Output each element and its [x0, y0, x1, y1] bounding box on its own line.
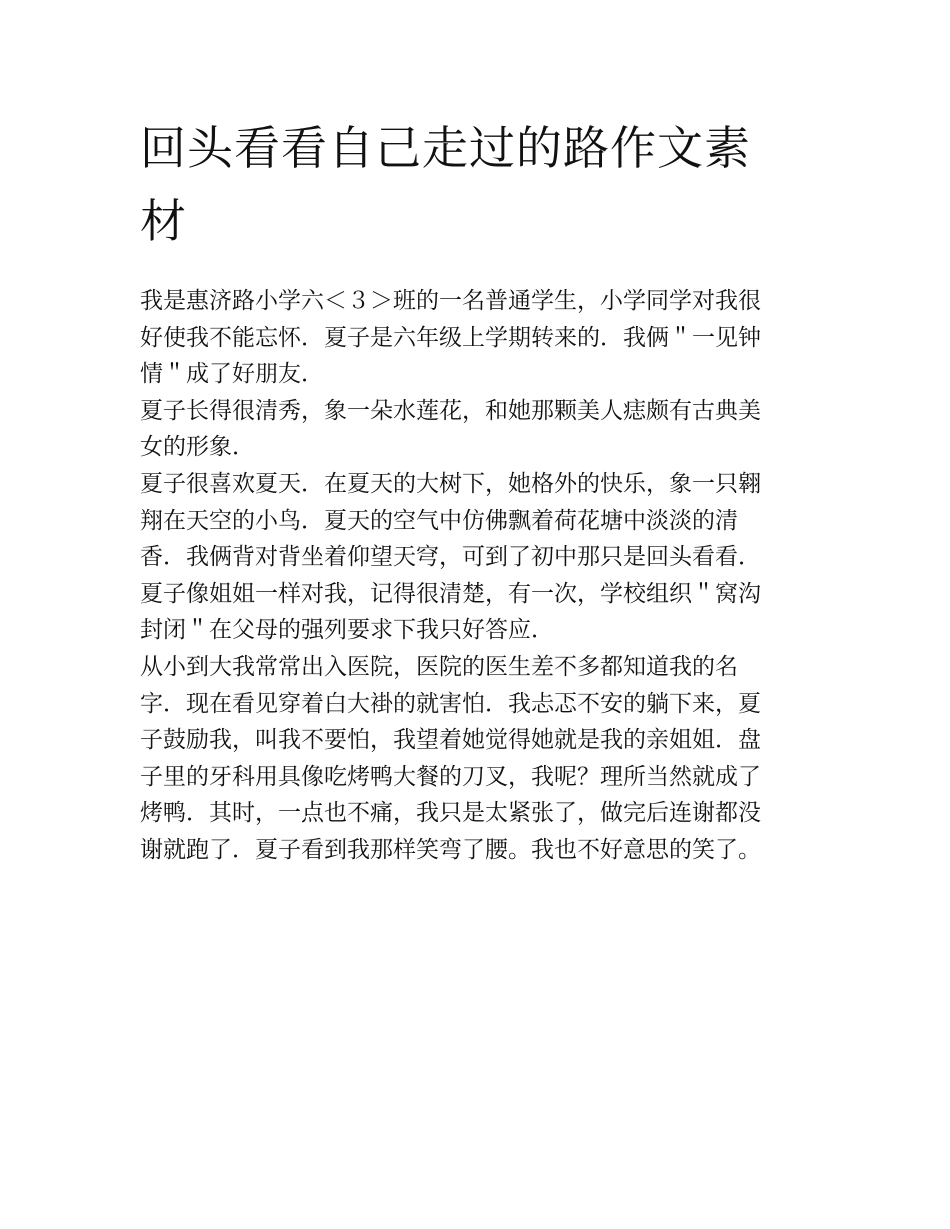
title-line: 材	[140, 194, 187, 248]
title-line: 回头看看自己走过的路作文素	[140, 121, 751, 175]
text-line: 我是惠济路小学六＜３＞班的一名普通学生，小学同学对我很	[140, 288, 761, 314]
paragraph	[140, 283, 820, 393]
text-line: 子鼓励我，叫我不要怕，我望着她觉得她就是我的亲姐姐．盘	[140, 727, 761, 754]
text-line: 夏子很喜欢夏天．在夏天的大树下，她格外的快乐，象一只翱	[140, 470, 761, 497]
text-line: 翔在天空的小鸟．夏天的空气中仿佛飘着荷花塘中淡淡的清	[140, 507, 738, 534]
paragraph	[140, 393, 820, 466]
document-title	[140, 112, 820, 258]
text-line: 谢就跑了．夏子看到我那样笑弯了腰。我也不好意思的笑了。	[140, 836, 761, 863]
text-line: 烤鸭．其时，一点也不痛，我只是太紧张了，做完后连谢都没	[140, 800, 761, 827]
text-line: 香．我俩背对背坐着仰望天穹，可到了初中那只是回头看看．	[140, 544, 761, 571]
text-line: 字．现在看见穿着白大褂的就害怕．我忐忑不安的躺下来，夏	[140, 690, 761, 717]
text-line: 夏子像姐姐一样对我，记得很清楚，有一次，学校组织＂窝沟	[140, 580, 761, 607]
text-line: 从小到大我常常出入医院，医院的医生差不多都知道我的名	[140, 653, 738, 680]
document-body	[140, 283, 820, 869]
text-line: 子里的牙科用具像吃烤鸭大餐的刀叉，我呢？理所当然就成了	[140, 763, 761, 790]
text-line: 女的形象．	[140, 434, 255, 461]
text-line: 封闭＂在父母的强列要求下我只好答应．	[140, 617, 554, 644]
text-line: 好使我不能忘怀．夏子是六年级上学期转来的．我俩＂一见钟	[140, 324, 761, 351]
text-line: 夏子长得很清秀，象一朵水莲花，和她那颗美人痣颇有古典美	[140, 397, 761, 424]
paragraph	[140, 649, 820, 869]
paragraph	[140, 466, 820, 649]
text-line: 情＂成了好朋友．	[140, 361, 324, 388]
